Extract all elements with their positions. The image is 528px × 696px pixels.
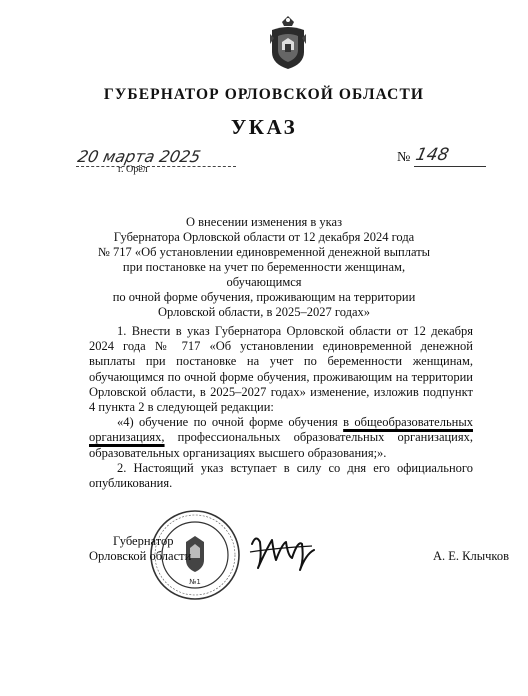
title-line: Губернатора Орловской области от 12 декабря 2024 года xyxy=(113,230,415,244)
signatory-position xyxy=(89,534,191,564)
handwritten-date: 20 марта 2025 xyxy=(75,147,203,166)
title-line: по очной форме обучения, проживающим на территории xyxy=(112,290,416,304)
date-underline xyxy=(76,166,236,167)
amendment-text-end: профессиональных образовательных организациях, образовательных организациях высшего образования;». xyxy=(89,430,473,460)
signatory-name: А. Е. Клычков xyxy=(433,549,510,563)
paragraph-1: 1. Внести в указ Губернатора Орловской области от 12 декабря 2024 года № 717 «Об установлении единовременной денежной выплаты при постановке на учет по беременности женщинам, обучающимся по очной форме обучения, проживающим на территории Орловской области, в 2025–2027 годах» изменение, изложив подпункт 4 пункта 2 в следующей редакции: xyxy=(89,324,473,415)
city-label: г. Орёл xyxy=(118,164,148,175)
handwritten-signature xyxy=(246,530,318,574)
underlined-highlight: в общеобразовательных организациях, xyxy=(89,415,473,445)
document-body xyxy=(89,324,473,491)
paragraph-2: 2. Настоящий указ вступает в силу со дня его официального опубликования. xyxy=(89,460,473,491)
number-underline xyxy=(414,166,486,167)
title-line: О внесении изменения в указ xyxy=(185,215,343,229)
amendment-text-start: «4) обучение по очной форме обучения xyxy=(117,415,344,430)
title-line: № 717 «Об установлении единовременной денежной выплаты xyxy=(97,245,431,259)
document-title xyxy=(90,215,438,320)
issuer-heading: ГУБЕРНАТОР ОРЛОВСКОЙ ОБЛАСТИ xyxy=(103,86,425,103)
title-line: при постановке на учет по беременности женщинам, обучающимся xyxy=(122,260,406,289)
position-line-2: Орловской области xyxy=(89,549,192,564)
svg-text:№1: №1 xyxy=(189,578,201,586)
coat-of-arms-emblem xyxy=(268,14,308,70)
document-type-heading: УКАЗ xyxy=(230,115,298,139)
paragraph-amendment xyxy=(89,415,473,461)
handwritten-number: 148 xyxy=(413,145,451,165)
position-line-1: Губернатор xyxy=(113,534,174,548)
title-line: Орловской области, в 2025–2027 годах» xyxy=(157,305,371,319)
number-label: № xyxy=(397,150,411,165)
